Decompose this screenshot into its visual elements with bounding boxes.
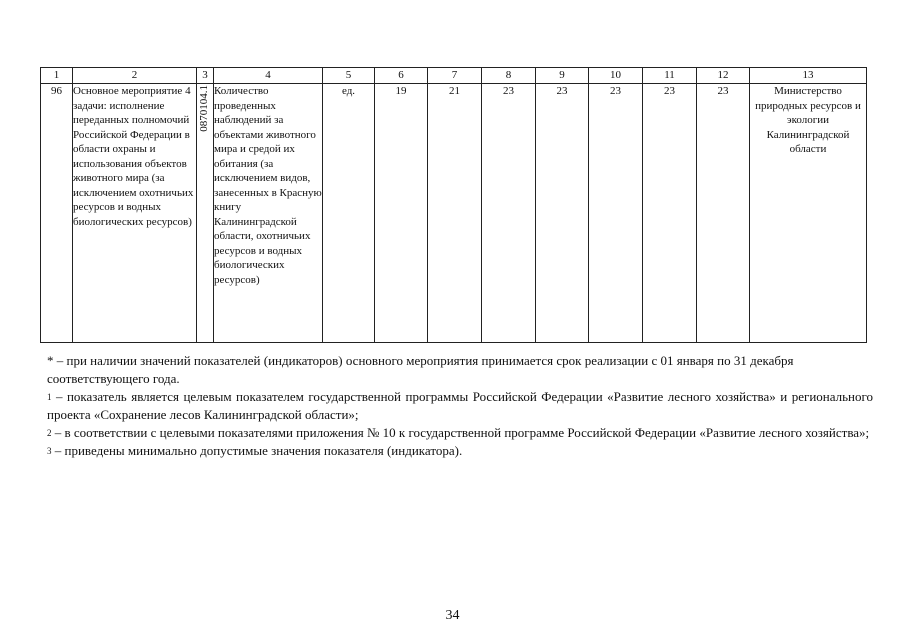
header-cell: 2 xyxy=(73,68,197,84)
footnote-1-text: – показатель является целевым показателем государственной программы Российской Федерации «Развитие лесного хозяйства» и регионального проекта «Сохранение лесов Калининградской области»; xyxy=(47,389,873,422)
header-cell: 9 xyxy=(536,68,589,84)
page-number: 34 xyxy=(445,608,460,623)
value-cell: 23 xyxy=(482,84,536,343)
footnote-1 xyxy=(47,388,873,424)
footnotes xyxy=(47,352,873,460)
value-cell: 23 xyxy=(536,84,589,343)
header-cell: 8 xyxy=(482,68,536,84)
footnote-2 xyxy=(47,424,873,442)
value-cell: 23 xyxy=(697,84,750,343)
header-row xyxy=(41,68,867,84)
footnote-3 xyxy=(47,442,873,460)
header-cell: 7 xyxy=(428,68,482,84)
header-cell: 13 xyxy=(750,68,867,84)
footnote-1-mark: 1 xyxy=(47,392,52,402)
code-cell xyxy=(197,84,214,343)
footnote-asterisk: * – при наличии значений показателей (индикаторов) основного мероприятия принимается срок реализации с 01 января по 31 декабря соответствующего года. xyxy=(47,353,794,386)
footnote-3-mark: 3 xyxy=(47,446,52,456)
header-cell: 5 xyxy=(323,68,375,84)
table-row xyxy=(41,84,867,343)
indicators-table xyxy=(40,67,867,343)
header-cell: 10 xyxy=(589,68,643,84)
unit-cell: ед. xyxy=(323,84,375,343)
responsible-cell: Министерство природных ресурсов и экологии Калининградской области xyxy=(750,84,867,343)
footnote-3-text: – приведены минимально допустимые значения показателя (индикатора). xyxy=(51,443,463,458)
header-cell: 12 xyxy=(697,68,750,84)
header-cell: 4 xyxy=(214,68,323,84)
footnote-2-mark: 2 xyxy=(47,428,52,438)
value-cell: 21 xyxy=(428,84,482,343)
header-cell: 3 xyxy=(197,68,214,84)
value-cell: 23 xyxy=(643,84,697,343)
header-cell: 11 xyxy=(643,68,697,84)
code-text: 0870104.1 xyxy=(198,85,210,132)
value-cell: 19 xyxy=(375,84,428,343)
header-cell: 6 xyxy=(375,68,428,84)
row-number: 96 xyxy=(41,84,73,343)
header-cell: 1 xyxy=(41,68,73,84)
event-name-cell: Основное мероприятие 4 задачи: исполнение переданных полномочий Российской Федерации в области охраны и использования объектов животного мира (за исключением охотничьих ресурсов и водных биологических ресурсов) xyxy=(73,84,197,343)
footnote-2-text: – в соответствии с целевыми показателями приложения № 10 к государственной программе Российской Федерации «Развитие лесного хозяйства»; xyxy=(51,425,870,440)
value-cell: 23 xyxy=(589,84,643,343)
indicator-name-cell: Количество проведенных наблюдений за объектами животного мира и средой их обитания (за исключением видов, занесенных в Красную книгу Калининградской области, охотничьих ресурсов и водных биологических ресурсов) xyxy=(214,84,323,343)
